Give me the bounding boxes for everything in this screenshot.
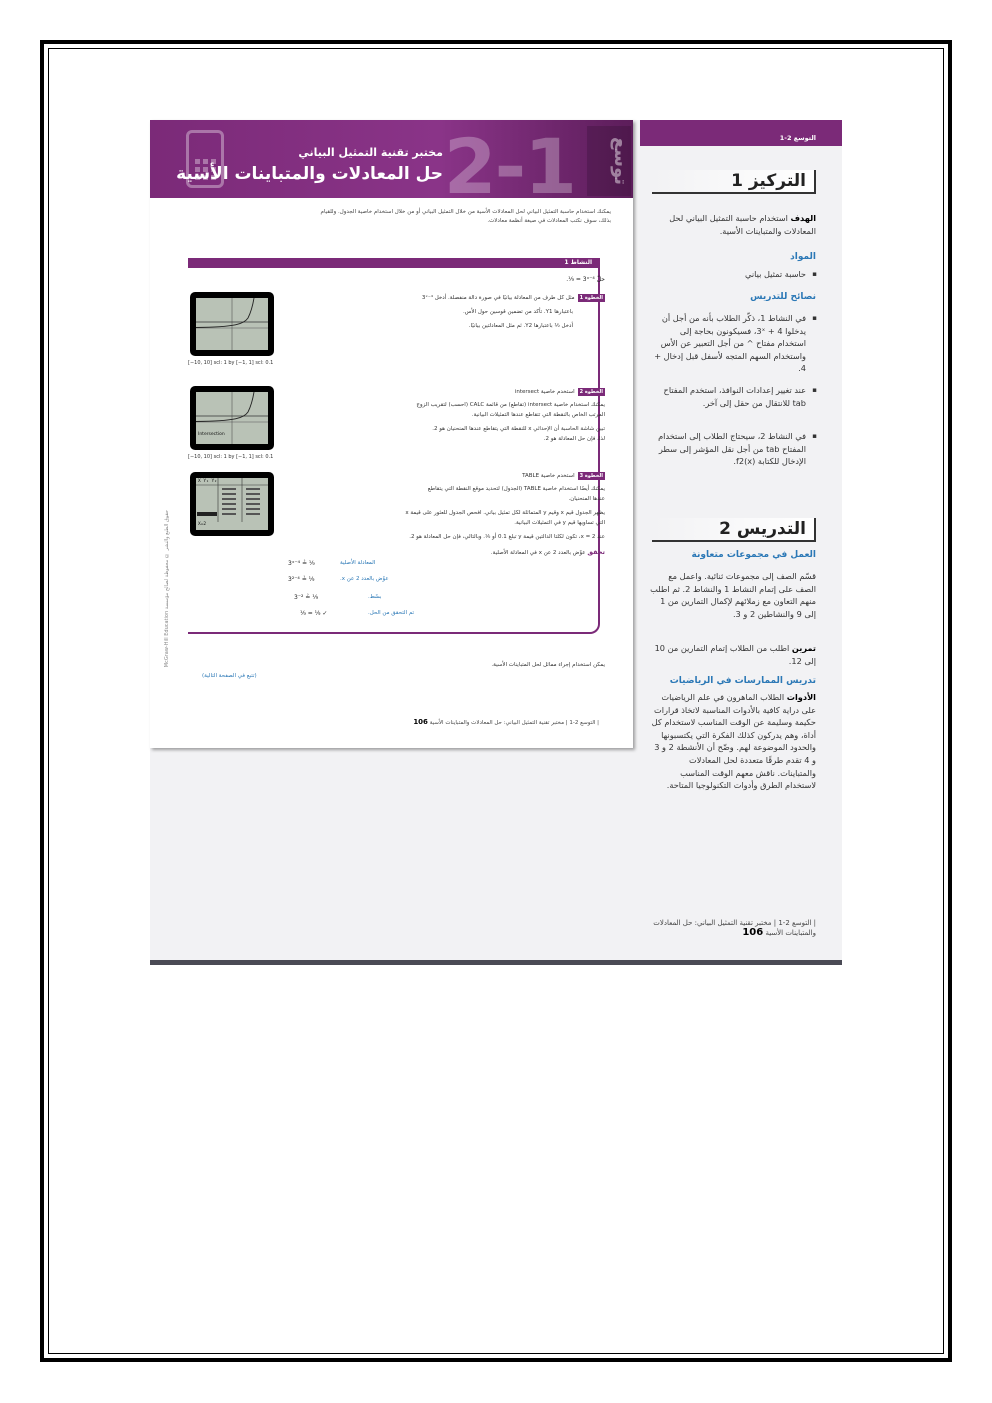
step3-line1: يمكنك أيضًا استخدام خاصية TABLE (الجدول) لتحديد موقع النقطة التي يتقاطع xyxy=(427,486,605,492)
math-practices-heading: تدريس الممارسات في الرياضيات xyxy=(669,676,816,686)
materials-item: ▪ حاسبة تمثيل بياني xyxy=(650,268,816,281)
solve-prompt: حلّ 3ˣ⁻⁴ = ⅑. xyxy=(566,276,605,283)
extension-label: توسع xyxy=(587,126,631,196)
step1-tag: الخطوة 1 xyxy=(579,295,603,301)
screen2-caption: [−10, 10] scl: 1 by [−1, 1] scl: 0.1 xyxy=(188,454,274,460)
step1-line2: باعتبارها Y1. تأكد من تضمين قوسين حول الأس. xyxy=(462,309,573,315)
step3-line3: يظهر الجدول قيم x وقيم y المتماثلة لكل تمثيل بياني. افحص الجدول للعثور على قيمة x xyxy=(405,510,605,516)
intersection-readout: Intersection xyxy=(198,432,225,437)
check-note-3: بسّط. xyxy=(368,594,382,600)
check-note-2: عوّض بالعدد 2 عن x. xyxy=(340,576,389,582)
student-page-footer: | التوسع 2-1 | مختبر تقنية التمثيل البياني: حل المعادلات والمتباينات الأسية 106 xyxy=(413,718,599,726)
check-expr-2: 3²⁻⁴ ≟ ⅑ xyxy=(288,576,315,583)
step2-line1: يمكنك استخدام خاصية intersect (تقاطع) من قائمة CALC (احسب) لتقريب الزوج xyxy=(416,402,605,408)
step2-line3: تبين شاشة الحاسبة أن الإحداثي x للنقطة التي يتقاطع عندها المنحنيان هو 2. xyxy=(432,426,605,432)
lesson-number: 2-1 xyxy=(443,122,575,198)
step3-line5: عند x = 2، تكون لكلتا الدالتين قيمة y تبلغ 0.1 أو ⅑. وبالتالي، فإن حل المعادلة هو 2. xyxy=(409,534,605,540)
activity-header xyxy=(188,258,600,268)
sidebar-footer: | التوسع 2-1 | مختبر تقنية التمثيل البياني: حل المعادلات والمتباينات الأسية 106 xyxy=(653,919,816,938)
step3-head: الخطوة 3استخدم خاصية TABLE xyxy=(522,473,603,479)
step3-line4: التي تساويها قيم y في التمثيلات البيانية. xyxy=(514,520,605,526)
practice-paragraph: تمرين اطلب من الطلاب إتمام التمارين من 10 إلى 12. xyxy=(654,643,816,666)
step2-tag: الخطوة 2 xyxy=(579,389,603,395)
check-label: تحقق xyxy=(587,548,605,556)
tip-item-1: ▪ في النشاط 1، ذكّر الطلاب بأنه من أجل أن يدخلوا 3ˣ + 4، فسيكونون بحاجة إلى استخدام مفتاح ^ من أجل التعبير عن الأس واستخدام السهم المتجه لأسفل قبل إدخال + 4. xyxy=(650,312,816,375)
check-line: تحقق عوّض بالعدد 2 عن x في المعادلة الأصلية. xyxy=(490,548,605,556)
practice-label: تمرين xyxy=(791,643,816,653)
tools-label: الأدوات xyxy=(786,692,816,702)
step2-head: الخطوة 2استخدم خاصية intersect xyxy=(514,389,603,395)
intro-paragraph: يمكنك استخدام حاسبة التمثيل البياني لحل المعادلات الأسية من خلال التمثيل البياني أو من خلال استخدام خاصية الجدول. وللقيام بذلك، سوف نكتب المعادلات في صيغة أنظمة معادلات. xyxy=(320,209,611,224)
sidebar-header-bar xyxy=(640,120,842,146)
step3-tag: الخطوة 3 xyxy=(579,473,603,479)
tip-item-3: ▪ في النشاط 2، سيحتاج الطلاب إلى استخدام المفتاح tab من أجل نقل المؤشر إلى سطر الإدخال للكتابة f2(x). xyxy=(650,430,816,468)
lesson-banner xyxy=(150,120,633,198)
step2-line4: لذا، فإن حل المعادلة هو 2. xyxy=(543,436,605,442)
materials-heading: المواد xyxy=(790,252,816,262)
teach-heading: 2 التدريس xyxy=(652,518,816,542)
tools-paragraph: الأدوات الطلاب الماهرون في علم الرياضيات على دراية كافية بالأدوات المناسبة لاتخاذ قرارات حكيمة وسليمة عن الوقت المناسب لاستخدام كل أداة، وهم يدركون كذلك الفكرة التي يكتسبونها والحدود الموضوعة لهم. وضّح أن الأنشطة 2 و 3 و 4 تقدم طرقًا متعددة لحل المعادلات والمتباينات. ناقش معهم الوقت المناسب لاستخدام الطرق وأدوات التكنولوجيا المتاحة. xyxy=(651,692,816,791)
coop-heading: العمل في مجموعات متعاونة xyxy=(691,550,816,560)
coop-paragraph: قسّم الصف إلى مجموعات ثنائية. واعمل مع الصف على إتمام النشاط 1 والنشاط 2. ثم اطلب منهم التعاون مع زملائهم لإكمال التمارين من 1 إلى 9 والنشاطين 2 و 3. xyxy=(650,571,816,619)
tips-heading: نصائح للتدريس xyxy=(750,292,816,302)
step1-line3: أدخل ⅑ باعتبارها Y2. ثم مثل المعادلتين بيانيًا. xyxy=(468,323,573,329)
page-number: 106 xyxy=(413,718,428,726)
step1-line1: الخطوة 1مثل كل طرف من المعادلة بيانيًا في صورة دالة منفصلة. أدخل 3ˣ⁻⁴ xyxy=(421,295,603,301)
graph-plot xyxy=(196,298,268,350)
check-expr-1: 3ˣ⁻⁴ ≟ ⅑ xyxy=(288,560,315,567)
sidebar-page-number: 106 xyxy=(742,927,764,938)
goal-paragraph: الهدف استخدام حاسبة التمثيل البياني لحل المعادلات والمتباينات الأسية. xyxy=(669,213,816,236)
check-expr-4: ⅑ = ⅑ ✓ xyxy=(300,610,328,617)
copyright-credit: McGraw-Hill Education حقوق الطبع والنشر © محفوظة لصالح مؤسسة xyxy=(164,510,170,668)
table-footer: X=2 xyxy=(198,522,207,527)
calculator-screen-graph xyxy=(190,292,274,356)
check-note-4: تم التحقق من الحل. xyxy=(368,610,415,616)
teacher-sidebar xyxy=(640,120,842,965)
lesson-title: حل المعادلات والمتباينات الأسية xyxy=(176,164,443,184)
lesson-subtitle: مختبر تقنية التمثيل البياني xyxy=(298,146,443,159)
step2-line2: المرتب الخاص بالنقطة التي تتقاطع عندها التمثيلات البيانية. xyxy=(471,412,605,418)
goal-label: الهدف xyxy=(790,213,816,223)
activity-label: النشاط 1 xyxy=(564,259,592,266)
screen1-caption: [−10, 10] scl: 1 by [−1, 1] scl: 0.1 xyxy=(188,360,274,366)
calculator-screen-intersect xyxy=(190,386,274,450)
sidebar-top-label: التوسع 2-1 xyxy=(779,134,816,142)
step3-line2: عندها المنحنيان. xyxy=(568,496,605,502)
bottom-note: يمكن استخدام إجراء مماثل لحل المتباينات الأسية. xyxy=(491,662,605,668)
continued-note: (تتبع في الصفحة التالية) xyxy=(202,673,257,679)
tip-item-2: ▪ عند تغيير إعدادات النوافذ، استخدم المفتاح tab للانتقال من حقل إلى آخر. xyxy=(650,384,816,409)
table-grid xyxy=(196,478,268,530)
check-note-1: المعادلة الأصلية xyxy=(340,560,376,566)
check-expr-3: 3⁻² ≟ ⅑ xyxy=(294,594,319,601)
focus-heading: 1 التركيز xyxy=(652,170,816,194)
calculator-screen-table xyxy=(190,472,274,536)
table-header: X Y₁ Y₂ xyxy=(198,479,217,484)
student-page xyxy=(150,120,633,748)
